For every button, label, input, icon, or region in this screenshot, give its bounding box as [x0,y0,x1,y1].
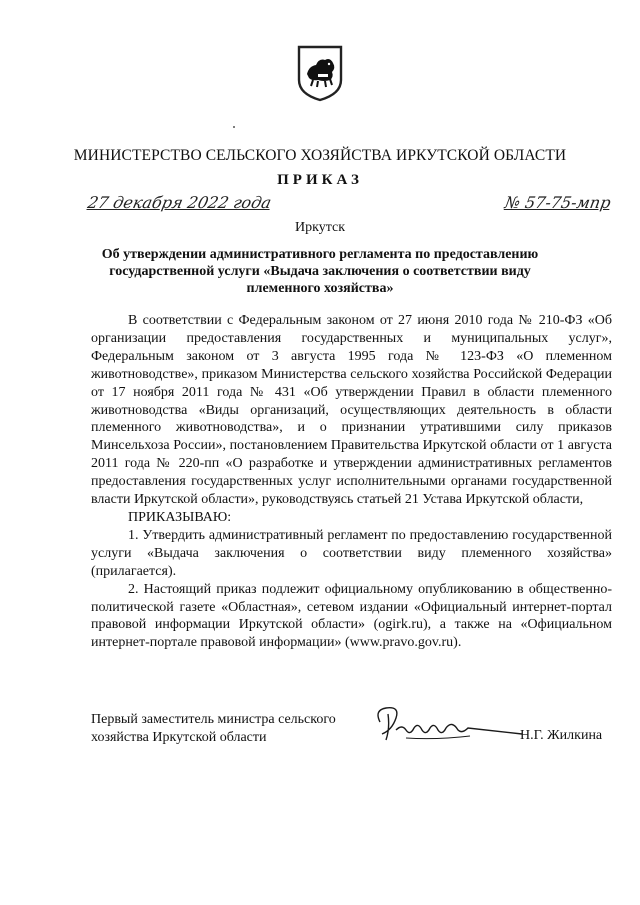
order-item-2: 2. Настоящий приказ подлежит официальному опубликованию в общественно-политической газете «Областная», сетевом издании «Официальный интернет-портал правовой информации Иркутской области» (ogirk.ru), а также на «Официальном интернет-портале правовой информации» (www.pravo.gov.ru). [91,581,612,651]
handwritten-signature [366,700,526,750]
city: Иркутск [294,220,346,235]
signatory-name: Н.Г. Жилкина [520,728,603,743]
document-title: Об утверждении административного регламента по предоставлению государственной услуги «Выдача заключения о соответствии виду племенного хозяйства» [101,247,539,296]
handwritten-number: № 57-75-мпр [503,193,613,212]
document-body [91,312,612,652]
handwritten-date: 27 декабря 2022 года [85,193,274,212]
order-word: ПРИКАЗЫВАЮ: [128,509,232,525]
ministry-name: МИНИСТЕРСТВО СЕЛЬСКОГО ХОЗЯЙСТВА ИРКУТСКОЙ ОБЛАСТИ [73,147,567,164]
document-type: ПРИКАЗ [277,172,363,188]
order-item-1: 1. Утвердить административный регламент по предоставлению государственной услуги «Выдача заключения о соответствии виду племенного хозяйства» (прилагается). [91,527,612,579]
coat-of-arms-icon [296,44,344,102]
signatory-position: Первый заместитель министра сельского хозяйства Иркутской области [91,712,336,745]
scan-speck [233,126,235,128]
preamble-paragraph: В соответствии с Федеральным законом от 27 июня 2010 года № 210-ФЗ «Об организации предоставления государственных и муниципальных услуг», Федеральным законом от 3 августа 1995 года № 123-ФЗ «О племенном животноводстве», приказом Министерства сельского хозяйства Российской Федерации от 17 ноября 2011 года № 431 «Об утверждении Правил в области племенного животноводства «Виды организаций, осуществляющих деятельность в области племенного животноводства», и о признании утратившими силу приказов Минсельхоза России», постановлением Правительства Иркутской области от 1 августа 2011 года № 220-пп «О разработке и утверждении административных регламентов предоставления государственных услуг исполнительными органами государственной власти Иркутской области», руководствуясь статьей 21 Устава Иркутской области, [91,313,612,508]
